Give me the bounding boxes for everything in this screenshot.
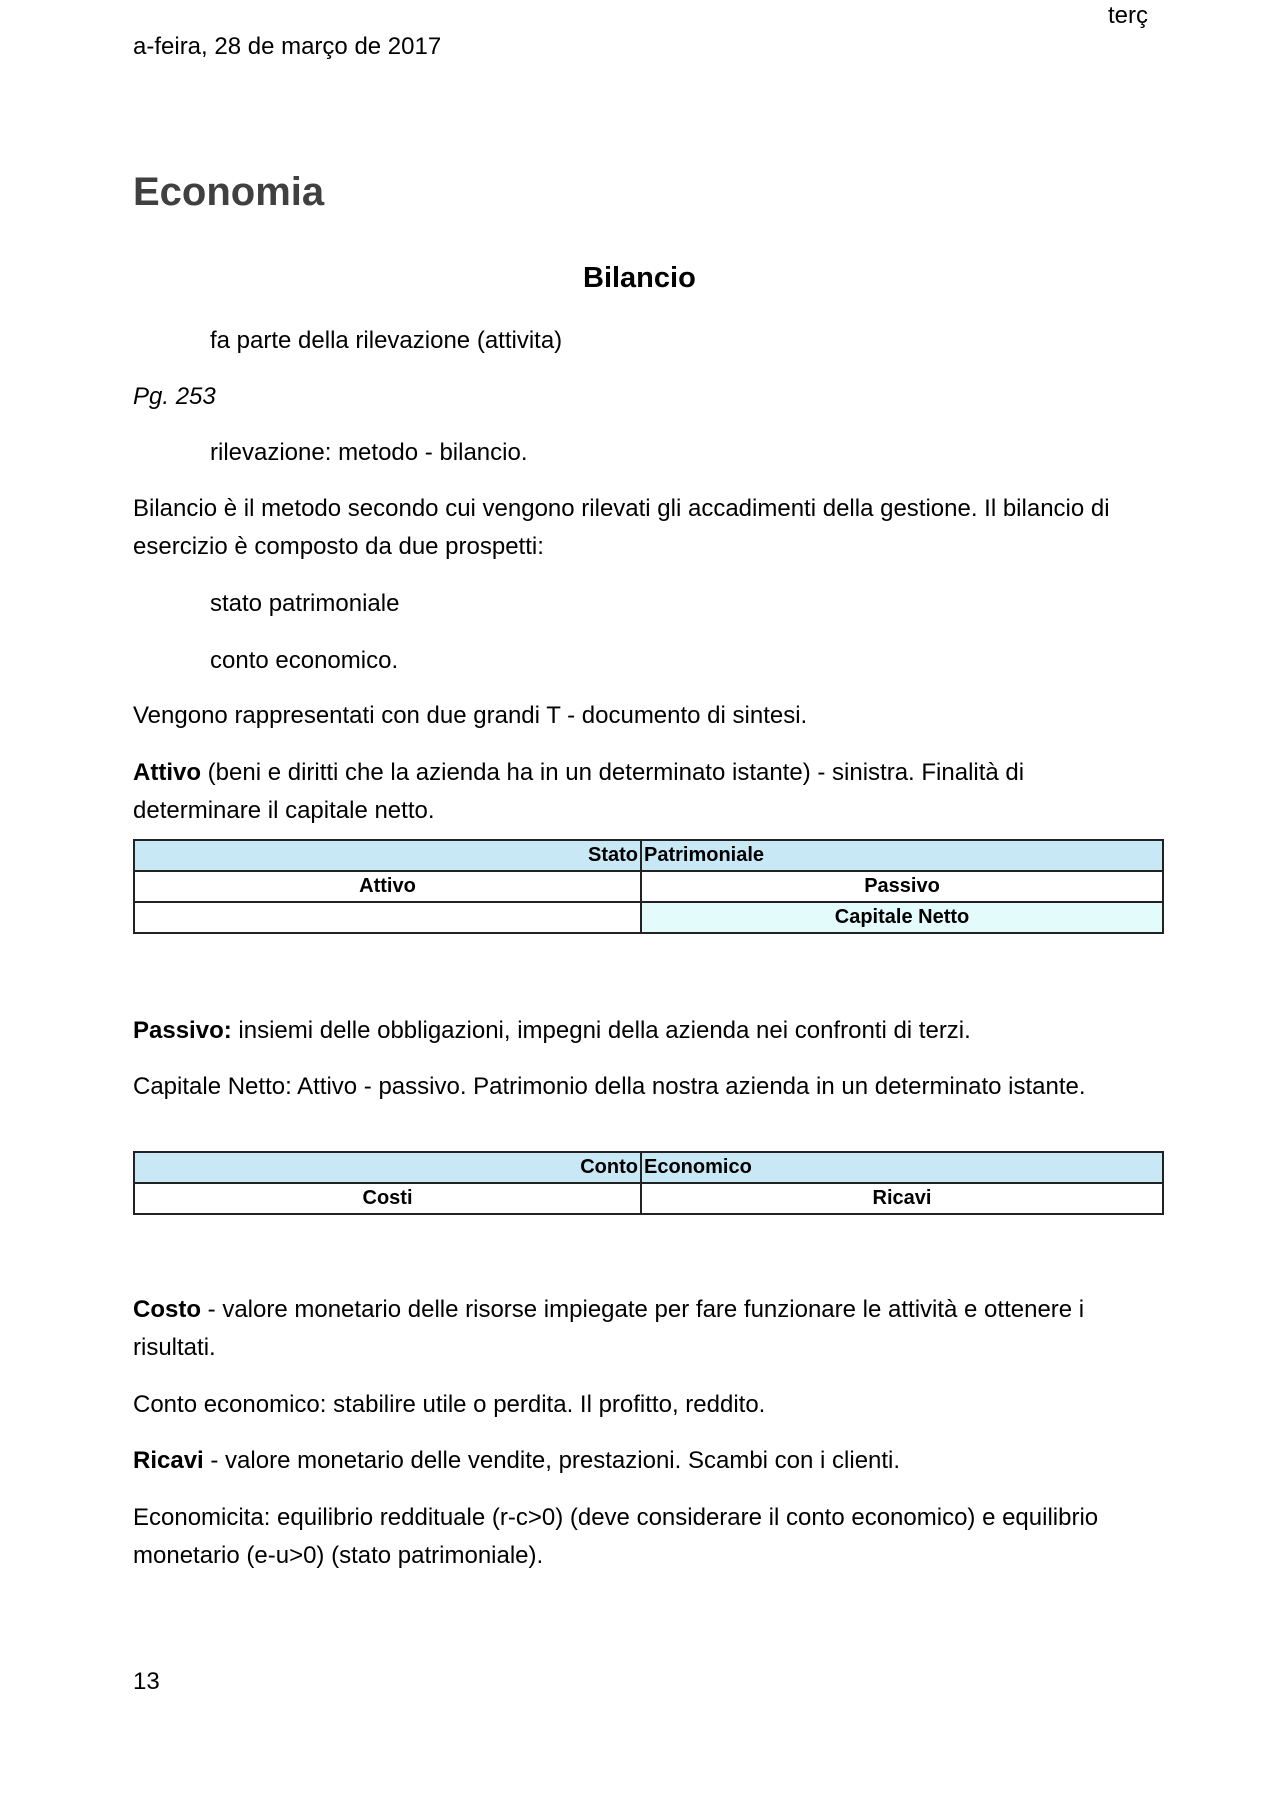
paragraph-conto-economico: Conto economico: stabilire utile o perdita. Il profitto, reddito. (133, 1391, 766, 1418)
table-stato-header-right: Patrimoniale (641, 840, 1163, 871)
paragraph-capitale-netto: Capitale Netto: Attivo - passivo. Patrimonio della nostra azienda in un determinato istante. (133, 1073, 1086, 1100)
paragraph-ricavi (133, 1442, 1143, 1480)
term-passivo: Passivo: (133, 1017, 232, 1044)
term-ricavi: Ricavi (133, 1447, 204, 1474)
date-fragment-right: terç (1108, 2, 1149, 29)
paragraph-rappresentati: Vengono rappresentati con due grandi T - documento di sintesi. (133, 702, 808, 729)
paragraph-attivo (133, 754, 1143, 830)
table-conto-header-right: Economico (641, 1152, 1163, 1183)
table-conto-costi: Costi (134, 1183, 641, 1214)
table-stato-header-left: Stato (134, 840, 641, 871)
term-costo: Costo (133, 1296, 201, 1323)
table-conto-ricavi: Ricavi (641, 1183, 1163, 1214)
page-reference: Pg. 253 (133, 383, 216, 410)
table-conto-economico (133, 1151, 1164, 1215)
paragraph-passivo (133, 1012, 1143, 1050)
table-stato-empty-cell (134, 902, 641, 933)
line-rilevazione: rilevazione: metodo - bilancio. (210, 439, 528, 466)
section-title: Bilancio (583, 262, 696, 294)
table-conto-header-left: Conto (134, 1152, 641, 1183)
table-stato-attivo: Attivo (134, 871, 641, 902)
paragraph-costo (133, 1291, 1143, 1367)
page-number: 13 (133, 1668, 160, 1695)
list-item-stato-patrimoniale: stato patrimoniale (210, 590, 400, 617)
costo-definition: - valore monetario delle risorse impiegate per fare funzionare le attività e ottenere i risultati. (133, 1296, 1085, 1361)
table-stato-passivo: Passivo (641, 871, 1163, 902)
line-fa-parte: fa parte della rilevazione (attivita) (210, 327, 563, 354)
table-stato-patrimoniale (133, 839, 1164, 934)
table-stato-capitale-netto: Capitale Netto (641, 902, 1163, 933)
paragraph-bilancio-definition: Bilancio è il metodo secondo cui vengono rilevati gli accadimenti della gestione. Il bilancio di esercizio è composto da due prospetti: (133, 495, 1110, 560)
list-item-conto-economico: conto economico. (210, 647, 399, 674)
paragraph-economicita: Economicita: equilibrio reddituale (r-c>0) (deve considerare il conto economico) e equilibrio monetario (e-u>0) (stato patrimoniale). (133, 1504, 1099, 1569)
page-title: Economia (133, 170, 325, 214)
ricavi-definition: - valore monetario delle vendite, prestazioni. Scambi con i clienti. (203, 1447, 901, 1474)
attivo-definition: (beni e diritti che la azienda ha in un determinato istante) - sinistra. Finalità di determinare il capitale netto. (133, 759, 1025, 824)
term-attivo: Attivo (133, 759, 201, 786)
date-fragment-left: a-feira, 28 de março de 2017 (133, 33, 442, 60)
passivo-definition: insiemi delle obbligazioni, impegni della azienda nei confronti di terzi. (231, 1017, 971, 1044)
